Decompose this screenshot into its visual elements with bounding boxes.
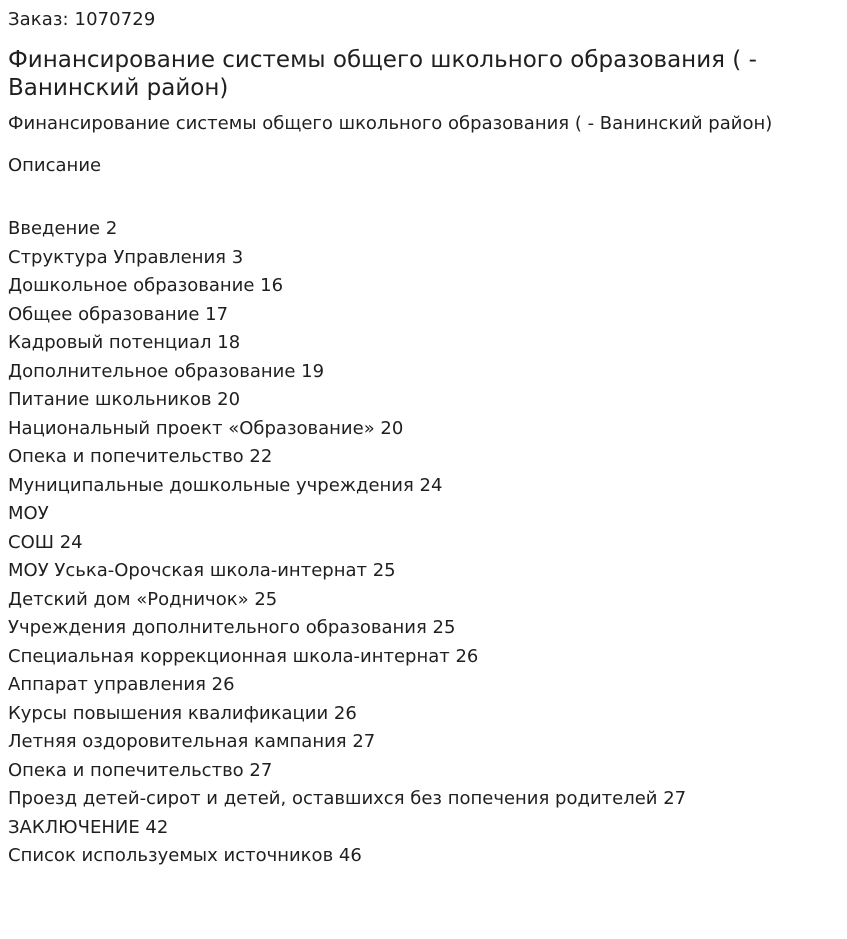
toc-item: Проезд детей-сирот и детей, оставшихся без попечения родителей 27 — [8, 788, 687, 809]
toc-item: Введение 2 — [8, 218, 118, 239]
toc-item: Дошкольное образование 16 — [8, 275, 284, 296]
toc-item: Детский дом «Родничок» 25 — [8, 588, 278, 610]
toc-item: Опека и попечительство 22 — [8, 446, 273, 467]
toc-item: МОУ Уська-Орочская школа-интернат 25 — [8, 560, 396, 581]
toc-item: Список используемых источников 46 — [8, 845, 362, 866]
page-subtitle: Финансирование системы общего школьного образования ( - Ванинский район) — [8, 113, 773, 134]
toc-item: Курсы повышения квалификации 26 — [8, 702, 357, 724]
toc-item: Структура Управления 3 — [8, 246, 244, 268]
toc-item: СОШ 24 — [8, 531, 83, 553]
toc-item: Дополнительное образование 19 — [8, 360, 325, 382]
toc-item: Летняя оздоровительная кампания 27 — [8, 731, 376, 752]
toc-item: Национальный проект «Образование» 20 — [8, 417, 404, 439]
toc-item: Общее образование 17 — [8, 303, 229, 325]
toc-item: Муниципальные дошкольные учреждения 24 — [8, 474, 443, 496]
toc-item: Учреждения дополнительного образования 25 — [8, 617, 456, 638]
toc-item: Кадровый потенциал 18 — [8, 332, 241, 353]
table-of-contents — [8, 215, 839, 871]
toc-item: Опека и попечительство 27 — [8, 759, 273, 781]
description-heading: Описание — [8, 155, 102, 176]
toc-item: Питание школьников 20 — [8, 389, 241, 410]
order-number: Заказ: 1070729 — [8, 9, 156, 30]
toc-item: Специальная коррекционная школа-интернат 26 — [8, 645, 479, 667]
toc-item: МОУ — [8, 503, 49, 524]
page-title: Финансирование системы общего школьного образования ( - Ванинский район) — [8, 47, 757, 101]
toc-item: ЗАКЛЮЧЕНИЕ 42 — [8, 816, 169, 838]
toc-item: Аппарат управления 26 — [8, 674, 235, 695]
